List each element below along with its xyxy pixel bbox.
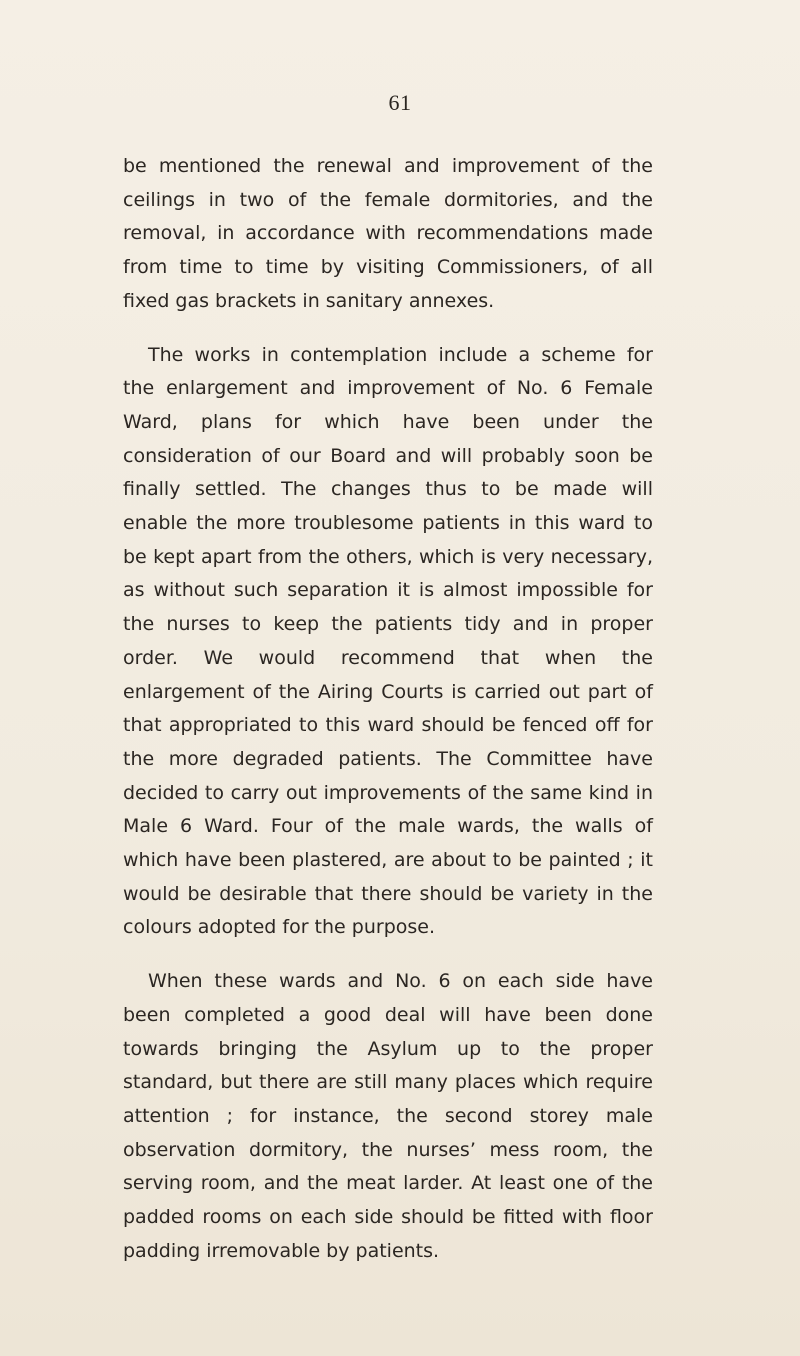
paragraph-1: be mentioned the renewal and improvement of the ceilings in two of the female dormitories, and the removal, in accordance with recommendations made from time to time by visiting Commissioners, of all fixed gas brackets in sanitary annexes. — [123, 155, 653, 312]
page-number: 61 — [388, 90, 412, 115]
paragraph-3: When these wards and No. 6 on each side have been completed a good deal will have been done towards bringing the Asylum up to the proper standard, but there are still many places which require attention ; for instance, the second storey male observation dormitory, the nurses’ mess room, the serving room, and the meat larder. At least one of the padded rooms on each side should be fitted with floor padding irremovable by patients. — [123, 970, 653, 1262]
paragraph-2: The works in contemplation include a scheme for the enlargement and improvement of No. 6 Female Ward, plans for which have been under the consideration of our Board and will probably soon be finally settled. The changes thus to be made will enable the more troublesome patients in this ward to be kept apart from the others, which is very necessary, as without such separation it is almost impossible for the nurses to keep the patients tidy and in proper order. We would recommend that when the enlargement of the Airing Courts is carried out part of that appropriated to this ward should be fenced off for the more degraded patients. The Committee have decided to carry out improvements of the same kind in Male 6 Ward. Four of the male wards, the walls of which have been plastered, are about to be painted ; it would be desirable that there should be variety in the colours adopted for the purpose. — [123, 343, 653, 939]
body-text — [123, 150, 653, 1269]
